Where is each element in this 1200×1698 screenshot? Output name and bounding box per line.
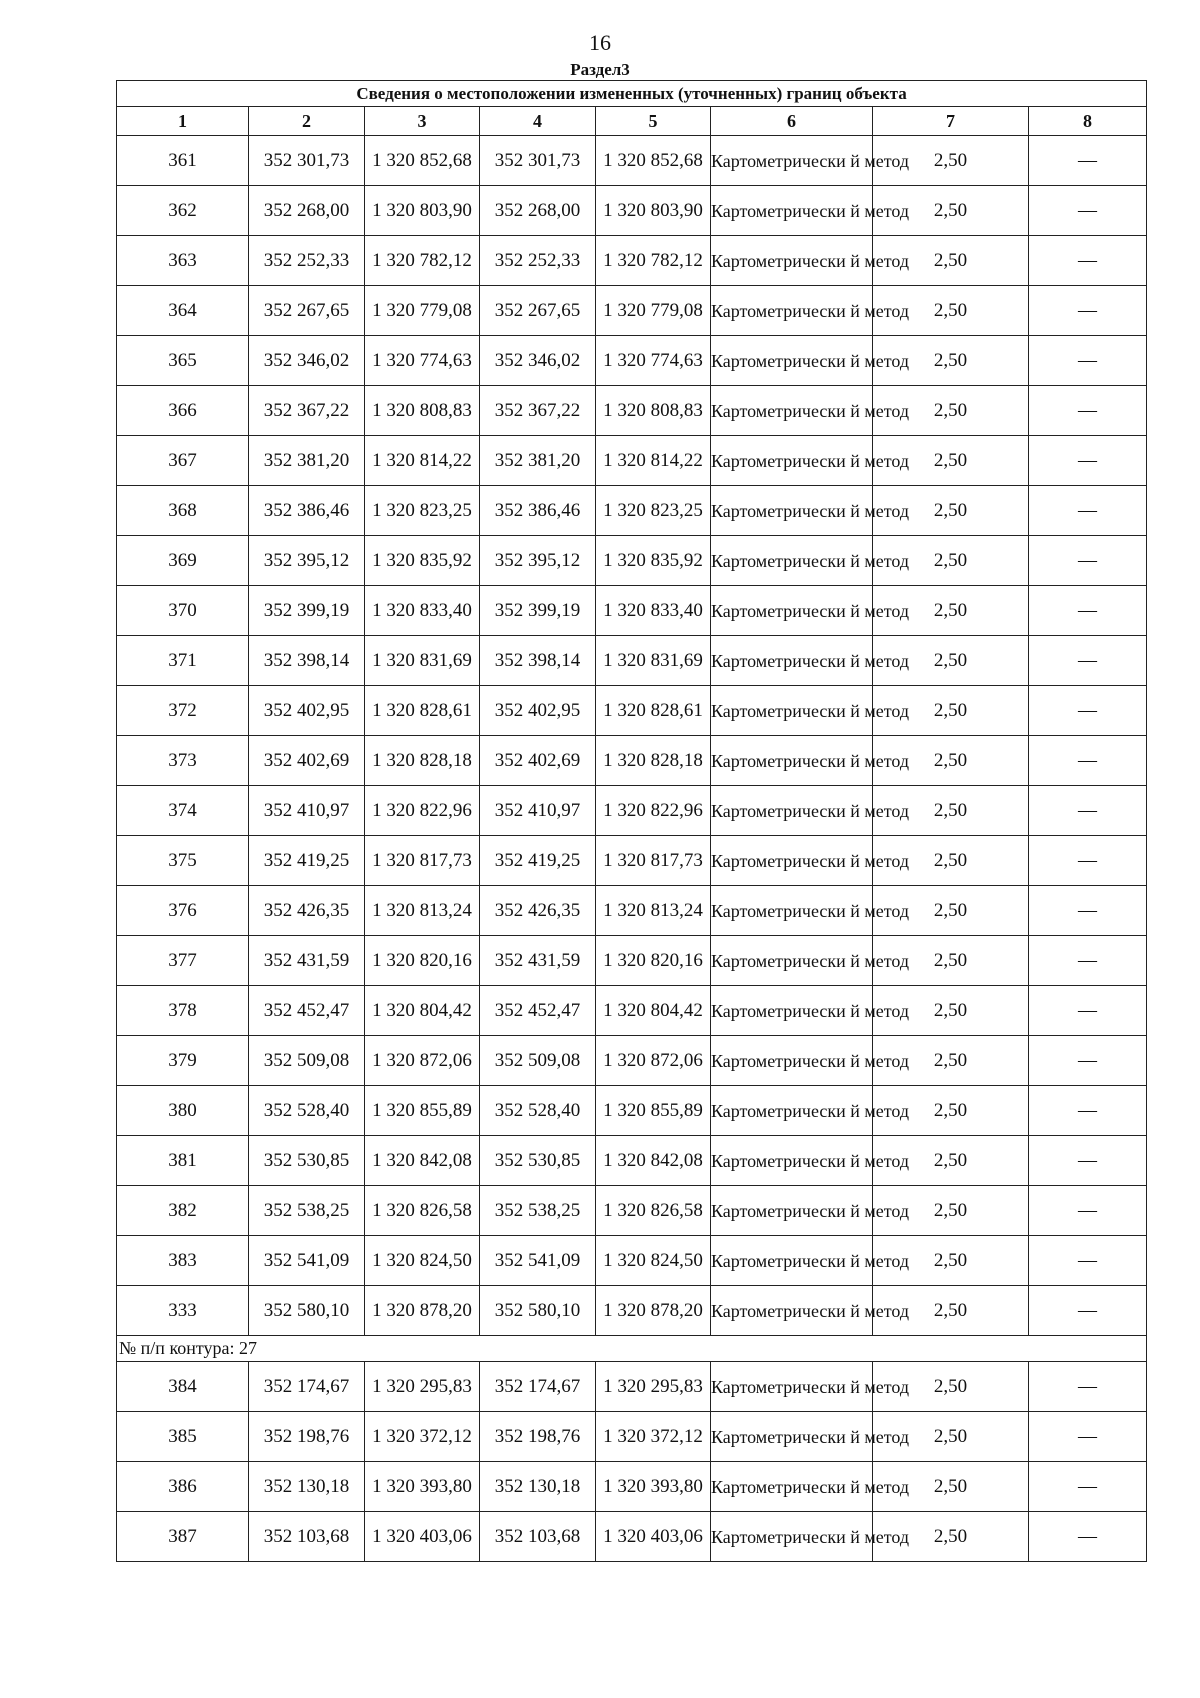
table-row [117,186,1147,236]
column-number: 4 [480,107,596,136]
table-row [117,536,1147,586]
y-coordinate-cell: 1 320 295,83 [365,1362,480,1412]
table-row [117,1036,1147,1086]
column-number: 8 [1029,107,1147,136]
table-row [117,1286,1147,1336]
table-row [117,436,1147,486]
description-cell: — [1029,1362,1147,1412]
x-coordinate-cell: 352 386,46 [249,486,365,536]
table-row [117,1086,1147,1136]
method-cell: Картометрически й метод [711,1462,873,1512]
x-new-cell: 352 538,25 [480,1186,596,1236]
x-coordinate-cell: 352 580,10 [249,1286,365,1336]
method-cell: Картометрически й метод [711,336,873,386]
x-new-cell: 352 530,85 [480,1136,596,1186]
x-coordinate-cell: 352 398,14 [249,636,365,686]
description-cell: — [1029,1412,1147,1462]
y-coordinate-cell: 1 320 804,42 [365,986,480,1036]
table-row [117,1236,1147,1286]
point-number-cell: 373 [117,736,249,786]
point-number-cell: 377 [117,936,249,986]
accuracy-cell: 2,50 [873,1512,1029,1562]
x-new-cell: 352 130,18 [480,1462,596,1512]
x-coordinate-cell: 352 367,22 [249,386,365,436]
y-coordinate-cell: 1 320 782,12 [365,236,480,286]
x-coordinate-cell: 352 402,69 [249,736,365,786]
method-cell: Картометрически й метод [711,386,873,436]
table-row [117,786,1147,836]
x-new-cell: 352 381,20 [480,436,596,486]
point-number-cell: 381 [117,1136,249,1186]
y-new-cell: 1 320 820,16 [596,936,711,986]
y-coordinate-cell: 1 320 824,50 [365,1236,480,1286]
method-cell: Картометрически й метод [711,836,873,886]
point-number-cell: 367 [117,436,249,486]
description-cell: — [1029,436,1147,486]
table-row [117,836,1147,886]
y-new-cell: 1 320 779,08 [596,286,711,336]
table-row [117,1512,1147,1562]
x-coordinate-cell: 352 103,68 [249,1512,365,1562]
table-row [117,1462,1147,1512]
point-number-cell: 376 [117,886,249,936]
accuracy-cell: 2,50 [873,586,1029,636]
y-new-cell: 1 320 878,20 [596,1286,711,1336]
method-cell: Картометрически й метод [711,486,873,536]
point-number-cell: 374 [117,786,249,836]
accuracy-cell: 2,50 [873,686,1029,736]
point-number-cell: 363 [117,236,249,286]
x-new-cell: 352 541,09 [480,1236,596,1286]
description-cell: — [1029,1512,1147,1562]
method-cell: Картометрически й метод [711,586,873,636]
x-new-cell: 352 252,33 [480,236,596,286]
description-cell: — [1029,486,1147,536]
x-coordinate-cell: 352 395,12 [249,536,365,586]
accuracy-cell: 2,50 [873,1362,1029,1412]
point-number-cell: 371 [117,636,249,686]
y-new-cell: 1 320 372,12 [596,1412,711,1462]
x-new-cell: 352 386,46 [480,486,596,536]
table-body [117,81,1147,1562]
point-number-cell: 364 [117,286,249,336]
description-cell: — [1029,936,1147,986]
method-cell: Картометрически й метод [711,1286,873,1336]
method-cell: Картометрически й метод [711,536,873,586]
y-coordinate-cell: 1 320 823,25 [365,486,480,536]
y-coordinate-cell: 1 320 774,63 [365,336,480,386]
table-row [117,1412,1147,1462]
method-cell: Картометрически й метод [711,1136,873,1186]
y-coordinate-cell: 1 320 828,61 [365,686,480,736]
method-cell: Картометрически й метод [711,136,873,186]
y-new-cell: 1 320 852,68 [596,136,711,186]
y-new-cell: 1 320 833,40 [596,586,711,636]
y-coordinate-cell: 1 320 813,24 [365,886,480,936]
table-row [117,1186,1147,1236]
y-new-cell: 1 320 823,25 [596,486,711,536]
point-number-cell: 375 [117,836,249,886]
description-cell: — [1029,586,1147,636]
accuracy-cell: 2,50 [873,736,1029,786]
description-cell: — [1029,536,1147,586]
method-cell: Картометрически й метод [711,986,873,1036]
accuracy-cell: 2,50 [873,136,1029,186]
point-number-cell: 387 [117,1512,249,1562]
table-row [117,336,1147,386]
point-number-cell: 370 [117,586,249,636]
y-coordinate-cell: 1 320 828,18 [365,736,480,786]
point-number-cell: 366 [117,386,249,436]
y-coordinate-cell: 1 320 403,06 [365,1512,480,1562]
accuracy-cell: 2,50 [873,936,1029,986]
accuracy-cell: 2,50 [873,236,1029,286]
contour-label: № п/п контура: 27 [117,1336,1147,1362]
y-new-cell: 1 320 295,83 [596,1362,711,1412]
method-cell: Картометрически й метод [711,1236,873,1286]
contour-label-row [117,1336,1147,1362]
x-coordinate-cell: 352 541,09 [249,1236,365,1286]
page-number: 16 [589,30,611,55]
x-new-cell: 352 580,10 [480,1286,596,1336]
y-coordinate-cell: 1 320 820,16 [365,936,480,986]
accuracy-cell: 2,50 [873,1036,1029,1086]
y-coordinate-cell: 1 320 852,68 [365,136,480,186]
point-number-cell: 383 [117,1236,249,1286]
y-new-cell: 1 320 822,96 [596,786,711,836]
x-coordinate-cell: 352 426,35 [249,886,365,936]
method-cell: Картометрически й метод [711,1512,873,1562]
x-coordinate-cell: 352 346,02 [249,336,365,386]
accuracy-cell: 2,50 [873,286,1029,336]
y-coordinate-cell: 1 320 826,58 [365,1186,480,1236]
description-cell: — [1029,186,1147,236]
description-cell: — [1029,1086,1147,1136]
x-new-cell: 352 174,67 [480,1362,596,1412]
column-number-row [117,107,1147,136]
y-coordinate-cell: 1 320 814,22 [365,436,480,486]
x-new-cell: 352 346,02 [480,336,596,386]
accuracy-cell: 2,50 [873,1412,1029,1462]
point-number-cell: 333 [117,1286,249,1336]
accuracy-cell: 2,50 [873,486,1029,536]
x-new-cell: 352 410,97 [480,786,596,836]
accuracy-cell: 2,50 [873,386,1029,436]
method-cell: Картометрически й метод [711,1036,873,1086]
table-row [117,1136,1147,1186]
y-new-cell: 1 320 828,18 [596,736,711,786]
y-coordinate-cell: 1 320 872,06 [365,1036,480,1086]
description-cell: — [1029,336,1147,386]
x-new-cell: 352 509,08 [480,1036,596,1086]
table-row [117,486,1147,536]
column-number: 2 [249,107,365,136]
x-new-cell: 352 395,12 [480,536,596,586]
x-new-cell: 352 301,73 [480,136,596,186]
point-number-cell: 378 [117,986,249,1036]
point-number-cell: 379 [117,1036,249,1086]
point-number-cell: 385 [117,1412,249,1462]
description-cell: — [1029,136,1147,186]
x-new-cell: 352 426,35 [480,886,596,936]
description-cell: — [1029,786,1147,836]
y-coordinate-cell: 1 320 831,69 [365,636,480,686]
x-coordinate-cell: 352 130,18 [249,1462,365,1512]
description-cell: — [1029,1036,1147,1086]
y-new-cell: 1 320 803,90 [596,186,711,236]
method-cell: Картометрически й метод [711,236,873,286]
coordinates-table [116,80,1147,1562]
point-number-cell: 369 [117,536,249,586]
x-coordinate-cell: 352 410,97 [249,786,365,836]
method-cell: Картометрически й метод [711,636,873,686]
method-cell: Картометрически й метод [711,686,873,736]
column-number: 3 [365,107,480,136]
y-new-cell: 1 320 813,24 [596,886,711,936]
y-new-cell: 1 320 403,06 [596,1512,711,1562]
table-row [117,936,1147,986]
description-cell: — [1029,1286,1147,1336]
column-number: 6 [711,107,873,136]
table-caption-row [117,81,1147,107]
y-new-cell: 1 320 855,89 [596,1086,711,1136]
y-coordinate-cell: 1 320 842,08 [365,1136,480,1186]
y-new-cell: 1 320 782,12 [596,236,711,286]
y-new-cell: 1 320 835,92 [596,536,711,586]
description-cell: — [1029,736,1147,786]
column-number: 7 [873,107,1029,136]
section-title: Раздел3 [570,60,630,79]
method-cell: Картометрически й метод [711,786,873,836]
accuracy-cell: 2,50 [873,436,1029,486]
table-row [117,586,1147,636]
accuracy-cell: 2,50 [873,986,1029,1036]
x-coordinate-cell: 352 252,33 [249,236,365,286]
table-row [117,886,1147,936]
x-new-cell: 352 267,65 [480,286,596,336]
accuracy-cell: 2,50 [873,786,1029,836]
method-cell: Картометрически й метод [711,436,873,486]
x-coordinate-cell: 352 419,25 [249,836,365,886]
method-cell: Картометрически й метод [711,1186,873,1236]
y-coordinate-cell: 1 320 808,83 [365,386,480,436]
table-row [117,986,1147,1036]
x-coordinate-cell: 352 301,73 [249,136,365,186]
accuracy-cell: 2,50 [873,1186,1029,1236]
x-coordinate-cell: 352 530,85 [249,1136,365,1186]
y-new-cell: 1 320 804,42 [596,986,711,1036]
x-coordinate-cell: 352 538,25 [249,1186,365,1236]
x-new-cell: 352 419,25 [480,836,596,886]
method-cell: Картометрически й метод [711,936,873,986]
description-cell: — [1029,1462,1147,1512]
point-number-cell: 380 [117,1086,249,1136]
point-number-cell: 361 [117,136,249,186]
method-cell: Картометрически й метод [711,186,873,236]
method-cell: Картометрически й метод [711,886,873,936]
point-number-cell: 368 [117,486,249,536]
accuracy-cell: 2,50 [873,636,1029,686]
x-new-cell: 352 367,22 [480,386,596,436]
table-row [117,386,1147,436]
table-row [117,136,1147,186]
y-new-cell: 1 320 817,73 [596,836,711,886]
point-number-cell: 372 [117,686,249,736]
accuracy-cell: 2,50 [873,1086,1029,1136]
description-cell: — [1029,836,1147,886]
x-new-cell: 352 402,95 [480,686,596,736]
table-row [117,736,1147,786]
point-number-cell: 386 [117,1462,249,1512]
description-cell: — [1029,1236,1147,1286]
table-caption: Сведения о местоположении измененных (уточненных) границ объекта [117,81,1147,107]
method-cell: Картометрически й метод [711,286,873,336]
x-new-cell: 352 103,68 [480,1512,596,1562]
y-coordinate-cell: 1 320 878,20 [365,1286,480,1336]
x-coordinate-cell: 352 381,20 [249,436,365,486]
description-cell: — [1029,286,1147,336]
y-coordinate-cell: 1 320 822,96 [365,786,480,836]
x-coordinate-cell: 352 268,00 [249,186,365,236]
y-coordinate-cell: 1 320 393,80 [365,1462,480,1512]
x-coordinate-cell: 352 399,19 [249,586,365,636]
x-new-cell: 352 431,59 [480,936,596,986]
accuracy-cell: 2,50 [873,836,1029,886]
accuracy-cell: 2,50 [873,186,1029,236]
description-cell: — [1029,636,1147,686]
x-new-cell: 352 399,19 [480,586,596,636]
accuracy-cell: 2,50 [873,1286,1029,1336]
description-cell: — [1029,386,1147,436]
description-cell: — [1029,886,1147,936]
x-new-cell: 352 402,69 [480,736,596,786]
method-cell: Картометрически й метод [711,1086,873,1136]
y-coordinate-cell: 1 320 817,73 [365,836,480,886]
column-number: 1 [117,107,249,136]
x-coordinate-cell: 352 431,59 [249,936,365,986]
accuracy-cell: 2,50 [873,336,1029,386]
point-number-cell: 382 [117,1186,249,1236]
y-new-cell: 1 320 826,58 [596,1186,711,1236]
accuracy-cell: 2,50 [873,536,1029,586]
description-cell: — [1029,986,1147,1036]
y-new-cell: 1 320 824,50 [596,1236,711,1286]
x-coordinate-cell: 352 452,47 [249,986,365,1036]
y-coordinate-cell: 1 320 372,12 [365,1412,480,1462]
y-new-cell: 1 320 814,22 [596,436,711,486]
y-coordinate-cell: 1 320 855,89 [365,1086,480,1136]
x-coordinate-cell: 352 267,65 [249,286,365,336]
accuracy-cell: 2,50 [873,886,1029,936]
y-new-cell: 1 320 831,69 [596,636,711,686]
x-new-cell: 352 198,76 [480,1412,596,1462]
method-cell: Картометрически й метод [711,1362,873,1412]
method-cell: Картометрически й метод [711,736,873,786]
accuracy-cell: 2,50 [873,1136,1029,1186]
point-number-cell: 384 [117,1362,249,1412]
point-number-cell: 362 [117,186,249,236]
table-row [117,236,1147,286]
description-cell: — [1029,1186,1147,1236]
point-number-cell: 365 [117,336,249,386]
y-new-cell: 1 320 828,61 [596,686,711,736]
table-row [117,636,1147,686]
table-row [117,1362,1147,1412]
x-new-cell: 352 398,14 [480,636,596,686]
x-new-cell: 352 268,00 [480,186,596,236]
y-coordinate-cell: 1 320 803,90 [365,186,480,236]
y-new-cell: 1 320 774,63 [596,336,711,386]
description-cell: — [1029,1136,1147,1186]
description-cell: — [1029,236,1147,286]
table-row [117,686,1147,736]
method-cell: Картометрически й метод [711,1412,873,1462]
x-coordinate-cell: 352 509,08 [249,1036,365,1086]
y-new-cell: 1 320 842,08 [596,1136,711,1186]
y-new-cell: 1 320 872,06 [596,1036,711,1086]
y-coordinate-cell: 1 320 833,40 [365,586,480,636]
x-coordinate-cell: 352 528,40 [249,1086,365,1136]
description-cell: — [1029,686,1147,736]
x-coordinate-cell: 352 198,76 [249,1412,365,1462]
column-number: 5 [596,107,711,136]
x-new-cell: 352 452,47 [480,986,596,1036]
x-coordinate-cell: 352 402,95 [249,686,365,736]
y-new-cell: 1 320 808,83 [596,386,711,436]
y-coordinate-cell: 1 320 779,08 [365,286,480,336]
accuracy-cell: 2,50 [873,1462,1029,1512]
x-coordinate-cell: 352 174,67 [249,1362,365,1412]
y-new-cell: 1 320 393,80 [596,1462,711,1512]
table-row [117,286,1147,336]
accuracy-cell: 2,50 [873,1236,1029,1286]
y-coordinate-cell: 1 320 835,92 [365,536,480,586]
x-new-cell: 352 528,40 [480,1086,596,1136]
